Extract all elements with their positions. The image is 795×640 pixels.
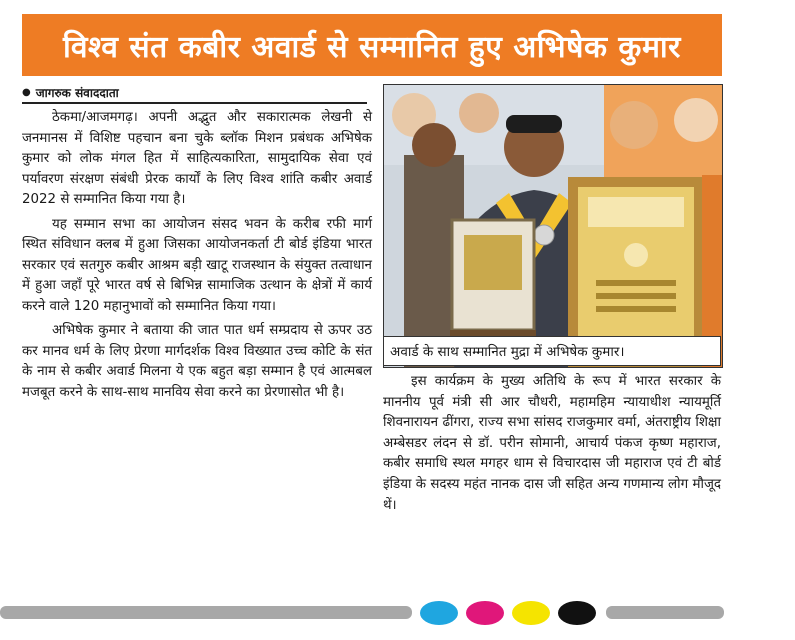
gray-strip [0, 606, 412, 619]
article-paragraph: अभिषेक कुमार ने बताया की जात पात धर्म सम्प्रदाय से ऊपर उठ कर मानव धर्म के लिए प्रेरणा मार्गदर्शक विश्व विख्यात उच्च कोटि के संत के नाम से कबीर अवार्ड मिलना ये एक बहुत बड़ा सम्मान है एवं आत्मबल मजबूत करने के साथ-साथ मानविय सेवा करने का प्रेरणासोत भी है। [22, 323, 372, 400]
award-photo [383, 84, 723, 368]
print-registration-bar [0, 597, 795, 629]
article-paragraph: ठेकमा/आजमगढ़। अपनी अद्भुत और सकारात्मक लेखनी से जनमानस में विशिष्ट पहचान बना चुके ब्लॉक मिशन प्रबंधक अभिषेक कुमार को लोक मंगल हित में साहित्यकारिता, सामुदायिक सेवा एवं पर्यावरण संरक्षण संबंधी प्रेरक कार्यों के लिए विश्व शांति कबीर अवार्ड 2022 से सम्मानित किया गया है। [22, 110, 372, 207]
headline-banner [22, 14, 722, 76]
byline [22, 82, 367, 104]
article-paragraph: यह सम्मान सभा का आयोजन संसद भवन के करीब रफी मार्ग स्थित संविधान क्लब में हुआ जिसका आयोजनकर्ता टी बोर्ड इंडिया भारत सरकार एवं सतगुरु कबीर आश्रम बड़ी खाटू राजस्थान के संयुक्त तत्वाधान में हुआ जहाँ पूरे भारत वर्ष से बिभिन्न सामाजिक उत्थान के क्षेत्रों में कार्य करने वाले 120 महानुभावों को सम्मानित किया गया। [22, 216, 372, 314]
headline-text: विश्व संत कबीर अवार्ड से सम्मानित हुए अभिषेक कुमार [63, 29, 681, 65]
yellow-mark [512, 601, 550, 625]
gray-strip [606, 606, 724, 619]
byline-text: जागरुक संवाददाता [35, 85, 119, 100]
article-right-column [383, 372, 721, 516]
cyan-mark [420, 601, 458, 625]
photo-caption [383, 336, 721, 366]
article-paragraph: इस कार्यक्रम के मुख्य अतिथि के रूप में भारत सरकार के माननीय पूर्व मंत्री सी आर चौधरी, महामहिम न्यायाधीश न्यायमूर्ति शिवनारायन ढींगरा, राज्य सभा सांसद राजकुमार वर्मा, अंतराष्ट्रीय शिक्षा अम्बेसडर लंदन से डॉ. परीन सोमानी, आचार्य पंकज कृष्ण महाराज, कबीर समाधि स्थल मगहर धाम से विचारदास जी महाराज एवं टी बोर्ड इंडिया के सदस्य महंत नानक दास जी सहित अन्य गणमान्य लोग मौजूद थें। [383, 374, 721, 513]
photo-caption-text: अवार्ड के साथ सम्मानित मुद्रा में अभिषेक कुमार। [390, 344, 625, 360]
article-left-column [22, 108, 372, 407]
bullet-icon: ● [22, 86, 31, 98]
black-mark [558, 601, 596, 625]
magenta-mark [466, 601, 504, 625]
award-photo-illustration [384, 85, 723, 368]
